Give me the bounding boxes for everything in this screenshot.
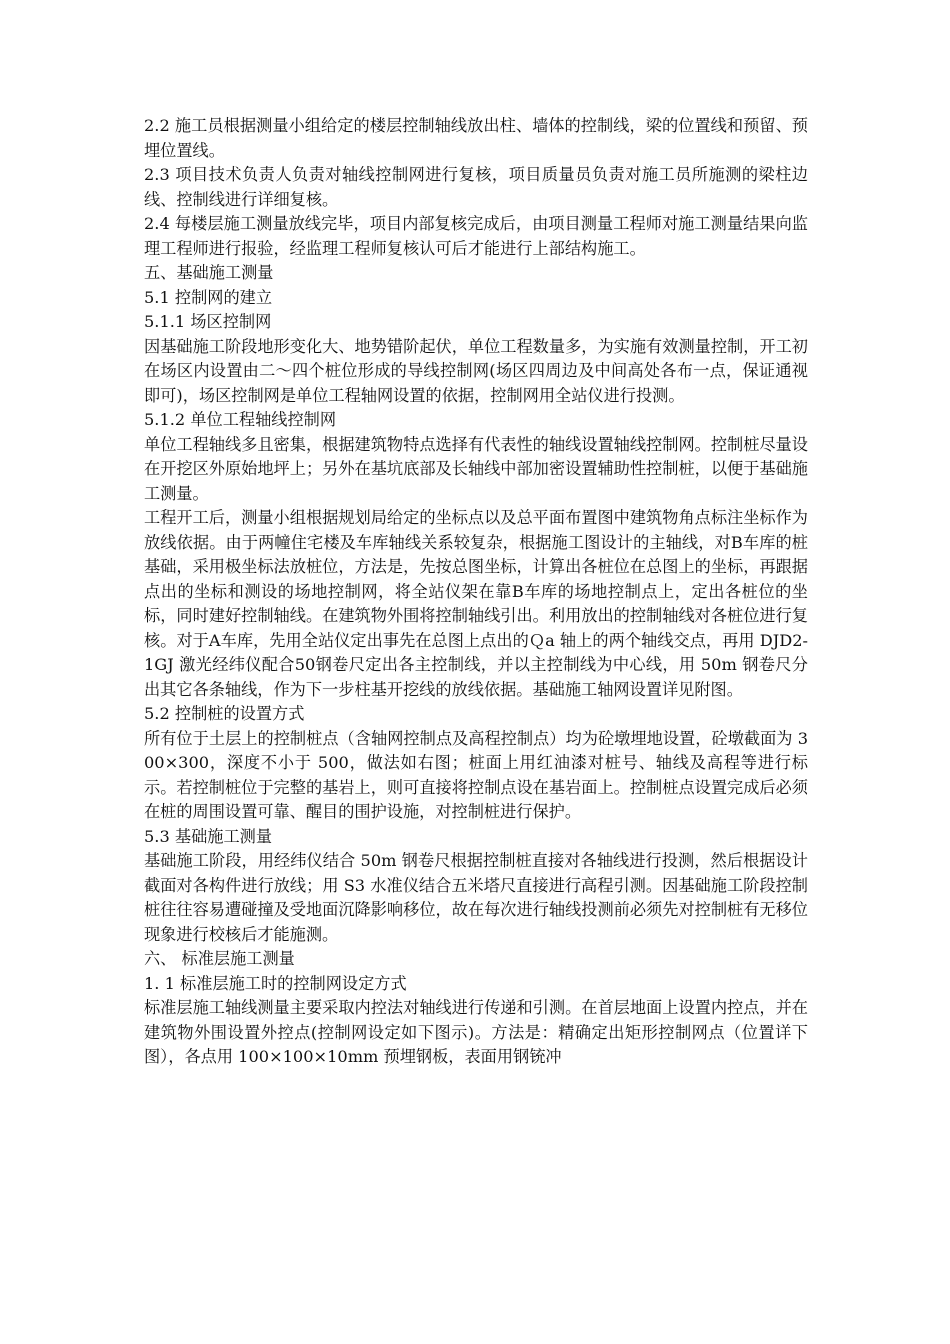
document-page — [144, 114, 808, 1070]
paragraph-5-2: 所有位于土层上的控制桩点（含轴网控制点及高程控制点）均为砼墩埋地设置，砼墩截面为 300×300，深度不小于 500，做法如右图；桩面上用红油漆对桩号、轴线及高程等进行标示。若控制桩位于完整的基岩上，则可直接将控制点设在基岩面上。控制桩点设置完成后必须在桩的周围设置可靠、醒目的围护设施，对控制桩进行保护。 — [144, 728, 808, 821]
paragraph-2-2: 2.2 施工员根据测量小组给定的楼层控制轴线放出柱、墙体的控制线，梁的位置线和预留、预埋位置线。 — [144, 116, 808, 160]
subsection-heading-5-1-1: 5.1.1 场区控制网 — [144, 312, 272, 331]
paragraph-5-1-1: 因基础施工阶段地形变化大、地势错阶起伏，单位工程数量多，为实施有效测量控制，开工初在场区内设置由二～四个桩位形成的导线控制网(场区四周边及中间高处各布一点，保证通视即可)，场区控制网是单位工程轴网设置的依据，控制网用全站仪进行投测。 — [144, 336, 808, 405]
subsection-heading-1-1: 1. 1 标准层施工时的控制网设定方式 — [144, 973, 407, 993]
paragraph-2-4: 2.4 每楼层施工测量放线完毕，项目内部复核完成后，由项目测量工程师对施工测量结果向监理工程师进行报验，经监理工程师复核认可后才能进行上部结构施工。 — [144, 214, 808, 258]
subsection-heading-5-1-2: 5.1.2 单位工程轴线控制网 — [144, 410, 337, 429]
paragraph-5-1-2-b: 工程开工后，测量小组根据规划局给定的坐标点以及总平面布置图中建筑物角点标注坐标作为放线依据。由于两幢住宅楼及车库轴线关系较复杂，根据施工图设计的主轴线，对B车库的桩基础，采用极坐标法放桩位，方法是，先按总图坐标，计算出各桩位在总图上的坐标，再跟据点出的坐标和测设的场地控制网，将全站仪架在靠B车库的场地控制点上，定出各桩位的坐标，同时建好控制轴线。在建筑物外围将控制轴线引出。利用放出的控制轴线对各桩位进行复核。对于A车库，先用全站仪定出事先在总图上点出的Ｑa 轴上的两个轴线交点，再用 DJD2-1GJ 激光经纬仪配合50钢卷尺定出各主控制线，并以主控制线为中心线，用 50m 钢卷尺分出其它各条轴线，作为下一步柱基开挖线的放线依据。基础施工轴网设置详见附图。 — [144, 508, 808, 699]
paragraph-1-1: 标准层施工轴线测量主要采取内控法对轴线进行传递和引测。在首层地面上设置内控点，并在建筑物外围设置外控点(控制网设定如下图示)。方法是：精确定出矩形控制网点（位置详下图），各点用 100×100×10mm 预埋钢板，表面用钢铳冲 — [144, 998, 808, 1066]
subsection-heading-5-2: 5.2 控制桩的设置方式 — [144, 704, 305, 723]
paragraph-2-3: 2.3 项目技术负责人负责对轴线控制网进行复核，项目质量员负责对施工员所施测的梁柱边线、控制线进行详细复核。 — [144, 165, 808, 209]
section-heading-6: 六、 标准层施工测量 — [144, 949, 295, 968]
subsection-heading-5-3: 5.3 基础施工测量 — [144, 826, 273, 846]
paragraph-5-3: 基础施工阶段，用经纬仪结合 50m 钢卷尺根据控制桩直接对各轴线进行投测，然后根据设计截面对各构件进行放线；用 S3 水准仪结合五米塔尺直接进行高程引测。因基础施工阶段控制桩往往容易遭碰撞及受地面沉降影响移位，故在每次进行轴线投测前必须先对控制桩有无移位现象进行校核后才能施测。 — [144, 851, 808, 944]
paragraph-5-1-2-a: 单位工程轴线多且密集，根据建筑物特点选择有代表性的轴线设置轴线控制网。控制桩尽量设在开挖区外原始地坪上；另外在基坑底部及长轴线中部加密设置辅助性控制桩，以便于基础施工测量。 — [144, 434, 808, 503]
section-heading-5: 五、基础施工测量 — [144, 263, 274, 282]
subsection-heading-5-1: 5.1 控制网的建立 — [144, 287, 273, 307]
